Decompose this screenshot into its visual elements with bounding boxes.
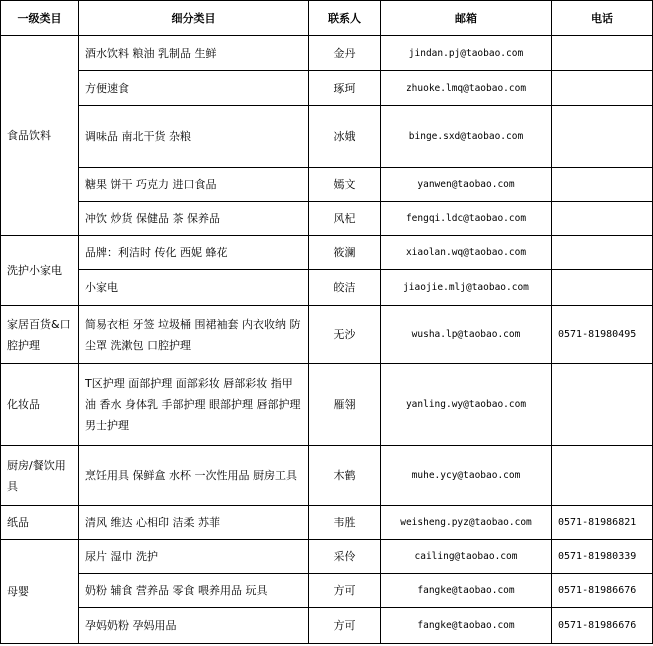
header-row	[1, 1, 653, 36]
subcategory-cell: T区护理 面部护理 面部彩妆 唇部彩妆 指甲油 香水 身体乳 手部护理 眼部护理 唇部护理 男士护理	[79, 364, 309, 446]
subcategory-cell: 调味品 南北干货 杂粮	[79, 106, 309, 168]
table-row	[1, 168, 653, 202]
phone-cell: 0571-81986821	[552, 506, 653, 540]
email-cell[interactable]: fangke@taobao.com	[381, 574, 552, 608]
phone-cell	[552, 446, 653, 506]
table-row	[1, 506, 653, 540]
email-cell[interactable]: jiaojie.mlj@taobao.com	[381, 270, 552, 306]
phone-cell	[552, 202, 653, 236]
contact-cell: 琢珂	[309, 71, 381, 106]
phone-cell	[552, 106, 653, 168]
email-cell[interactable]: yanling.wy@taobao.com	[381, 364, 552, 446]
phone-cell: 0571-81980495	[552, 306, 653, 364]
table-row	[1, 608, 653, 644]
contact-cell: 方可	[309, 574, 381, 608]
category-cell: 母婴	[1, 540, 79, 644]
table-row	[1, 106, 653, 168]
category-cell: 厨房/餐饮用具	[1, 446, 79, 506]
header-subcategory: 细分类目	[79, 1, 309, 36]
table-row	[1, 364, 653, 446]
subcategory-cell: 简易衣柜 牙签 垃圾桶 围裙袖套 内衣收纳 防尘罩 洗漱包 口腔护理	[79, 306, 309, 364]
contact-cell: 嫣文	[309, 168, 381, 202]
subcategory-cell: 方便速食	[79, 71, 309, 106]
category-cell: 纸品	[1, 506, 79, 540]
phone-cell	[552, 36, 653, 71]
email-cell[interactable]: fangke@taobao.com	[381, 608, 552, 644]
category-cell: 化妆品	[1, 364, 79, 446]
header-contact: 联系人	[309, 1, 381, 36]
contact-cell: 木鹤	[309, 446, 381, 506]
subcategory-cell: 清风 维达 心相印 洁柔 苏菲	[79, 506, 309, 540]
contact-cell: 冰娥	[309, 106, 381, 168]
email-cell[interactable]: cailing@taobao.com	[381, 540, 552, 574]
contact-cell: 雁翎	[309, 364, 381, 446]
subcategory-cell: 烹饪用具 保鲜盒 水杯 一次性用品 厨房工具	[79, 446, 309, 506]
phone-cell: 0571-81980339	[552, 540, 653, 574]
email-cell[interactable]: weisheng.pyz@taobao.com	[381, 506, 552, 540]
header-phone: 电话	[552, 1, 653, 36]
email-cell[interactable]: zhuoke.lmq@taobao.com	[381, 71, 552, 106]
contact-cell: 金丹	[309, 36, 381, 71]
subcategory-cell: 品牌：利洁时 传化 西妮 蜂花	[79, 236, 309, 270]
phone-cell	[552, 364, 653, 446]
email-cell[interactable]: jindan.pj@taobao.com	[381, 36, 552, 71]
email-cell[interactable]: binge.sxd@taobao.com	[381, 106, 552, 168]
subcategory-cell: 尿片 湿巾 洗护	[79, 540, 309, 574]
contact-cell: 皎洁	[309, 270, 381, 306]
contact-cell: 风杞	[309, 202, 381, 236]
phone-cell	[552, 270, 653, 306]
email-cell[interactable]: xiaolan.wq@taobao.com	[381, 236, 552, 270]
phone-cell	[552, 168, 653, 202]
contact-cell: 采伶	[309, 540, 381, 574]
table-row	[1, 36, 653, 71]
table-row	[1, 574, 653, 608]
subcategory-cell: 小家电	[79, 270, 309, 306]
table-row	[1, 306, 653, 364]
subcategory-cell: 奶粉 辅食 营养品 零食 喂养用品 玩具	[79, 574, 309, 608]
subcategory-cell: 孕妈奶粉 孕妈用品	[79, 608, 309, 644]
header-email: 邮箱	[381, 1, 552, 36]
phone-cell	[552, 71, 653, 106]
header-category: 一级类目	[1, 1, 79, 36]
contact-cell: 韦胜	[309, 506, 381, 540]
phone-cell	[552, 236, 653, 270]
subcategory-cell: 冲饮 炒货 保健品 茶 保养品	[79, 202, 309, 236]
email-cell[interactable]: muhe.ycy@taobao.com	[381, 446, 552, 506]
contact-cell: 筱澜	[309, 236, 381, 270]
contact-cell: 无沙	[309, 306, 381, 364]
category-cell: 食品饮料	[1, 36, 79, 236]
subcategory-cell: 酒水饮料 粮油 乳制品 生鲜	[79, 36, 309, 71]
email-cell[interactable]: fengqi.ldc@taobao.com	[381, 202, 552, 236]
phone-cell: 0571-81986676	[552, 574, 653, 608]
email-cell[interactable]: wusha.lp@taobao.com	[381, 306, 552, 364]
table-row	[1, 270, 653, 306]
table-row	[1, 71, 653, 106]
table-row	[1, 446, 653, 506]
category-cell: 洗护小家电	[1, 236, 79, 306]
phone-cell: 0571-81986676	[552, 608, 653, 644]
category-cell: 家居百货&口腔护理	[1, 306, 79, 364]
table-row	[1, 236, 653, 270]
table-row	[1, 540, 653, 574]
subcategory-cell: 糖果 饼干 巧克力 进口食品	[79, 168, 309, 202]
table-row	[1, 202, 653, 236]
email-cell[interactable]: yanwen@taobao.com	[381, 168, 552, 202]
contact-cell: 方可	[309, 608, 381, 644]
